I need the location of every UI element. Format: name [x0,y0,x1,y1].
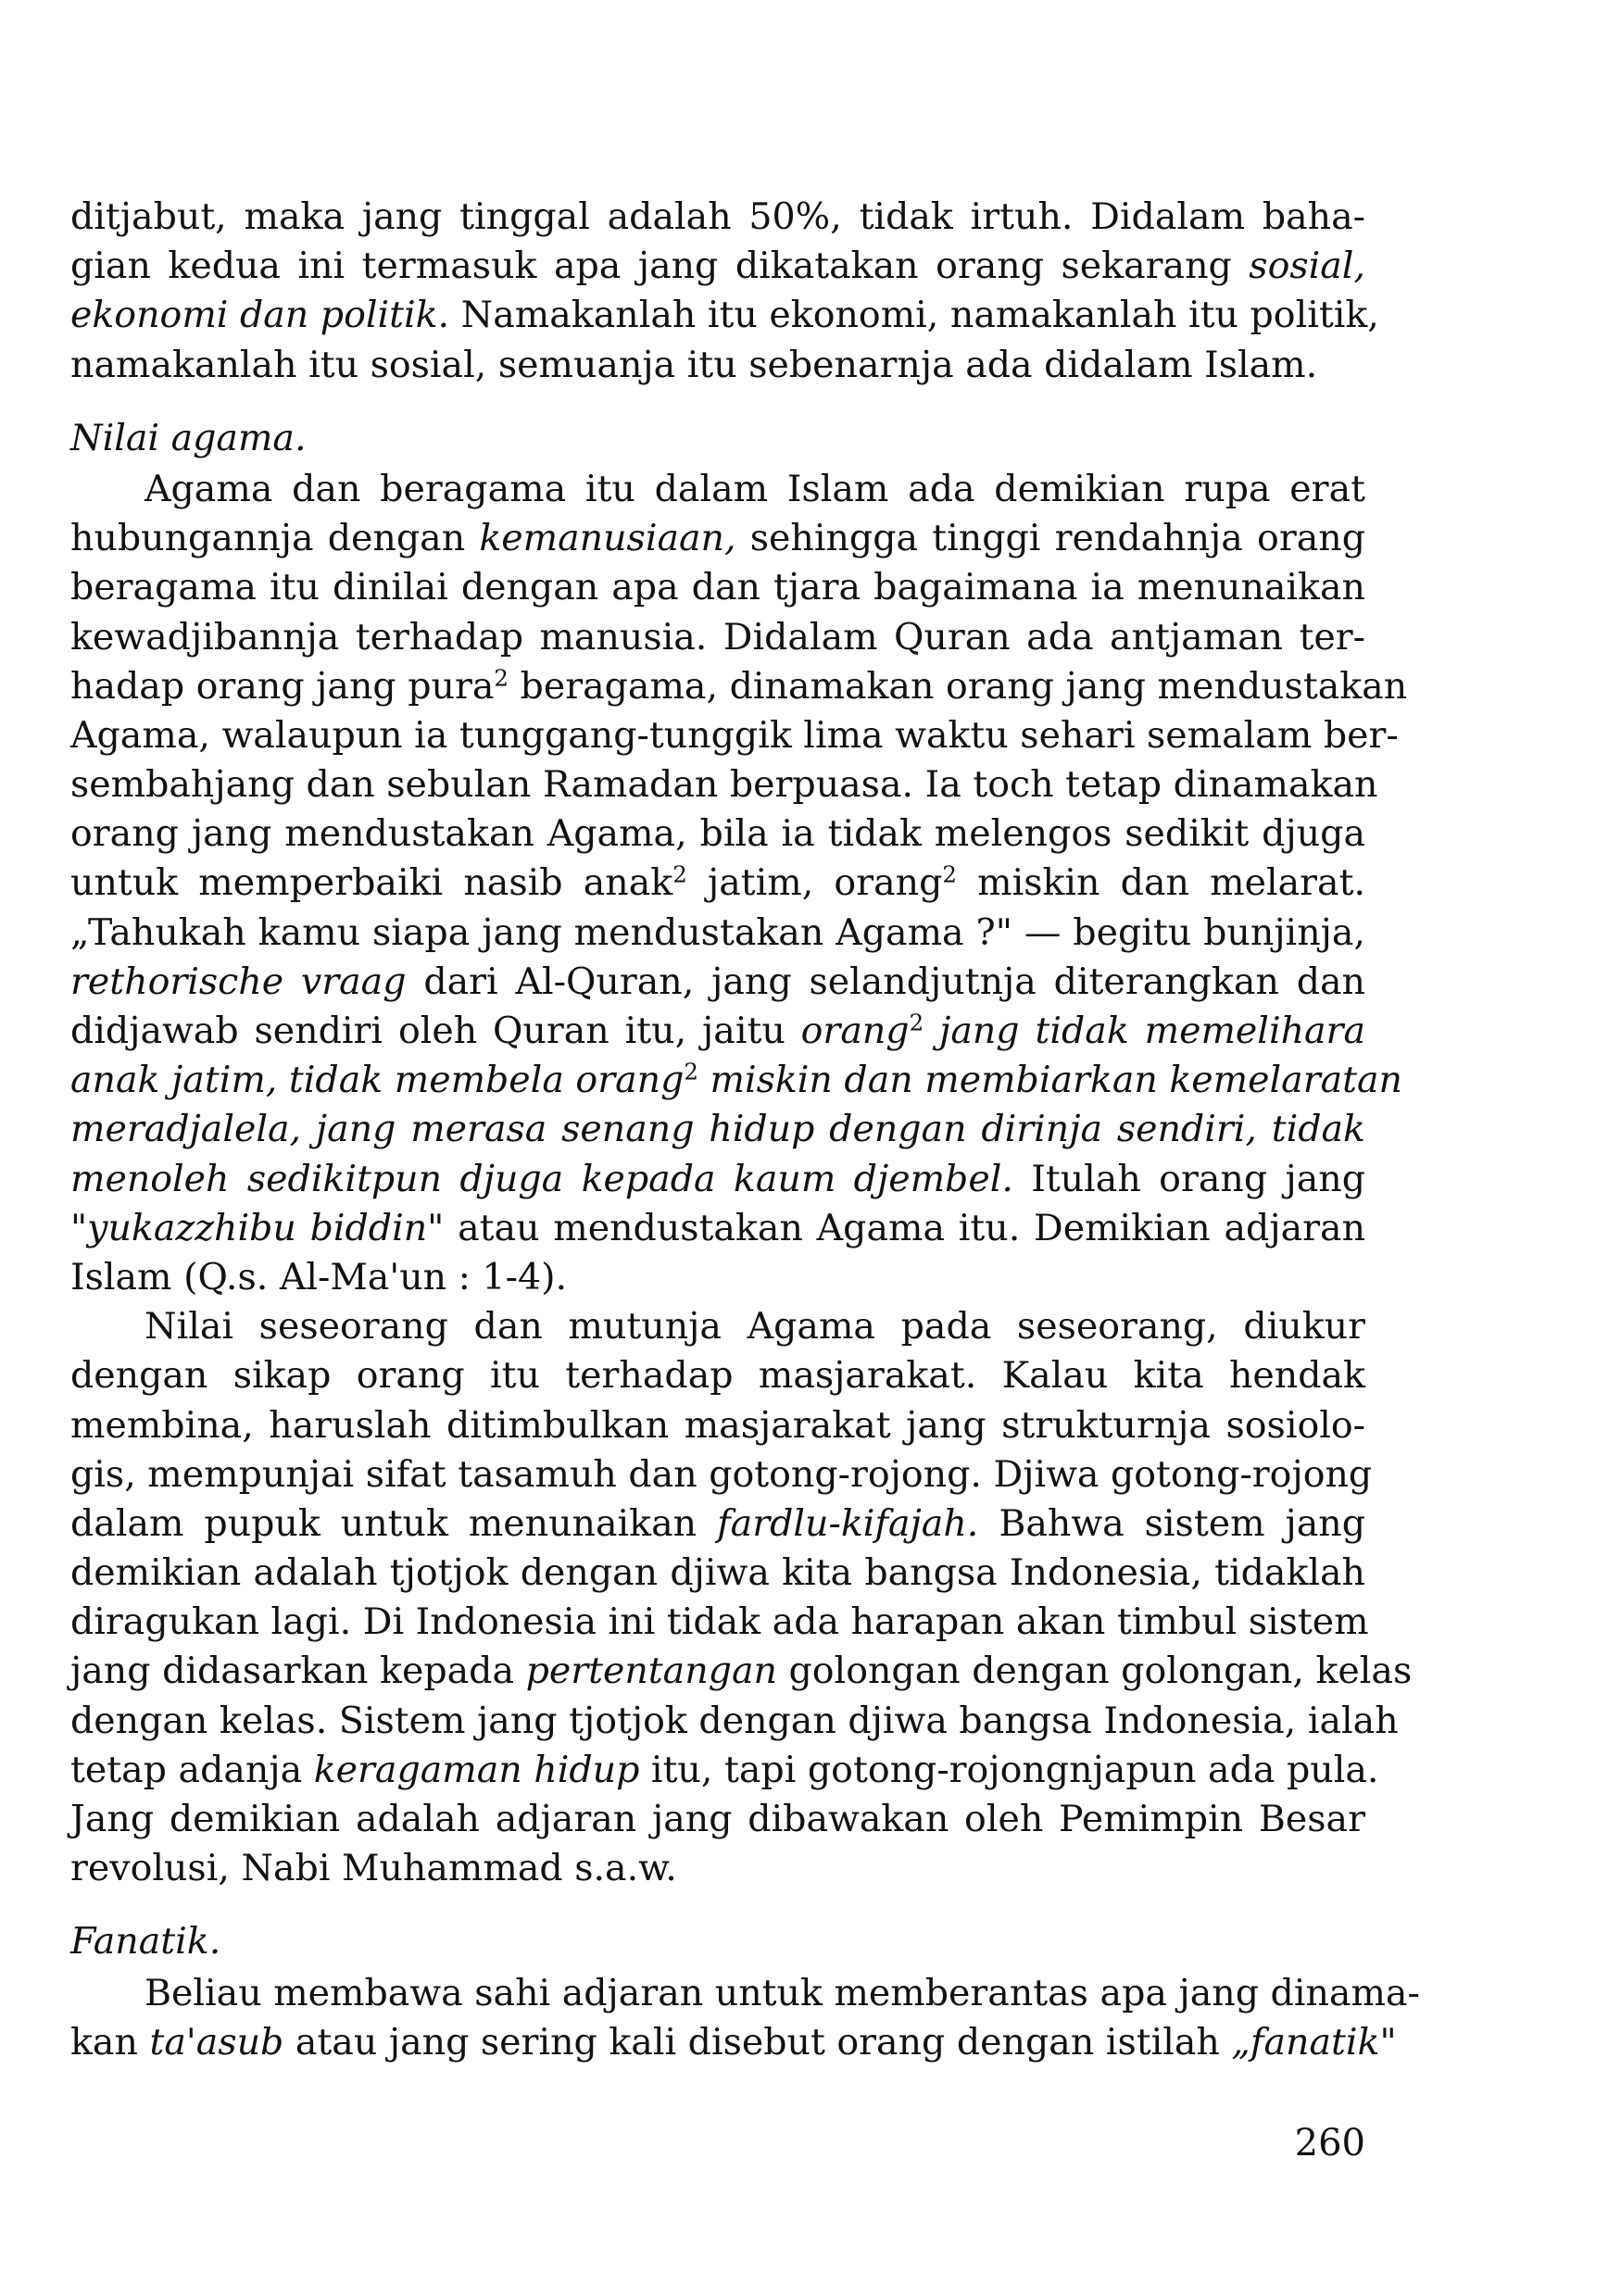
text-line [70,465,1365,514]
text-run: jang didasarkan kepada [70,1650,526,1693]
text-run: dengan sikap orang itu terhadap masjarakat. Kalau kita hendak [70,1354,1365,1398]
text-run: orang jang mendustakan Agama, bila ia tidak melengos sedikit djuga [70,812,1365,856]
text-line [70,1647,1413,1696]
text-run: membina, haruslah ditimbulkan masjarakat jang strukturnja sosiolo- [70,1403,1365,1447]
text-run: itu, tapi gotong-rojongnjapun ada pula. [639,1748,1379,1791]
text-run: Islam (Q.s. Al-Ma'un : 1-4). [70,1255,568,1299]
text-line [70,958,1365,1007]
text-line [70,760,1378,809]
superscript: 2 [942,860,957,888]
text-run: beragama itu dinilai dengan apa dan tjara bagaimana ia menunaikan [70,566,1365,609]
text-line [70,662,1408,711]
text-line [70,1844,1365,1893]
text-line [70,242,1365,291]
italic-text: kemanusiaan, [479,517,736,560]
italic-text: orang [800,1010,910,1052]
text-run: didjawab sendiri oleh Quran itu, jaitu [70,1010,801,1052]
text-line [70,1746,1379,1795]
text-run: dari Al-Quran, jang selandjutnja diterangkan dan [406,960,1365,1003]
text-line [70,1697,1399,1746]
text-run: Nilai seseorang dan mutunja Agama pada seseorang, diukur [145,1305,1365,1349]
text-run: tetap adanja [70,1748,314,1791]
text-run: " atau mendustakan Agama itu. Demikian adjaran [427,1206,1366,1249]
text-line [70,1450,1373,1499]
text-line [70,1007,1365,1056]
italic-text: sosial, [1249,245,1365,288]
text-run: demikian adalah tjotjok dengan djiwa kita bangsa Indonesia, tidaklah [70,1551,1365,1595]
text-line [70,1969,1420,2018]
text-line [70,291,1379,340]
text-run: kan [70,2020,150,2064]
text-run: " [1379,2020,1397,2064]
text-line [70,1549,1365,1598]
paragraph [70,193,1379,390]
superscript: 2 [494,664,509,692]
text-line [70,1105,1365,1154]
text-line [70,1351,1365,1400]
text-run: gian kedua ini termasuk apa jang dikatakan orang sekarang [70,245,1250,288]
italic-text: ta'asub [149,2020,284,2064]
italic-text: „fanatik [1231,2020,1380,2064]
italic-text: pertentangan [525,1650,777,1693]
superscript: 2 [672,860,687,888]
text-run: miskin dan melarat. [956,861,1365,905]
text-run: ditjabut, maka jang tinggal adalah 50%, tidak irtuh. Didalam baha- [70,195,1365,238]
text-run: atau jang sering kali disebut orang dengan istilah [283,2020,1232,2064]
italic-text: rethorische vraag [70,960,407,1003]
text-line [70,613,1365,662]
text-line [70,1795,1365,1844]
italic-text: menoleh sedikitpun djuga kepada kaum djembel. [70,1157,1013,1200]
text-line [70,341,1365,390]
text-run: kewadjibannja terhadap manusia. Didalam Quran ada antjaman ter- [70,615,1365,659]
italic-text: yukazzhibu biddin [87,1206,428,1249]
section-heading: Nilai agama. [70,416,307,459]
italic-text: jang tidak memelihara [924,1010,1365,1052]
text-line [70,859,1365,908]
text-line [70,563,1365,612]
text-line [70,809,1365,859]
text-run: revolusi, Nabi Muhammad s.a.w. [70,1847,677,1890]
italic-text: ekonomi dan politik. [70,294,450,337]
text-line [70,2018,1397,2067]
section-heading: Fanatik. [70,1920,221,1964]
text-run: sehingga tinggi rendahnja orang [735,517,1365,560]
text-run: Jang demikian adalah adjaran jang dibawakan oleh Pemimpin Besar [70,1798,1365,1840]
text-run: Agama, walaupun ia tunggang-tunggik lima waktu sehari semalam ber- [70,713,1399,757]
text-run: " [70,1206,88,1249]
paragraph [70,1969,1420,2067]
text-run: gis, mempunjai sifat tasamuh dan gotong-rojong. Djiwa gotong-rojong [70,1452,1373,1496]
text-line [70,1401,1365,1450]
text-run: dalam pupuk untuk menunaikan [70,1501,718,1545]
paragraph [70,1302,1413,1893]
text-line [70,193,1365,242]
text-run: „Tahukah kamu siapa jang mendustakan Agama ?" — begitu bunjinja, [70,910,1365,954]
italic-text: miskin dan membiarkan kemelaratan [697,1059,1402,1102]
superscript: 2 [684,1058,698,1085]
page-body [70,193,1420,2067]
text-line [70,1155,1365,1204]
text-line [70,1499,1365,1549]
text-run: Bahwa sistem jang [978,1501,1365,1545]
text-run: golongan dengan golongan, kelas [776,1650,1413,1693]
italic-text: fardlu-kifajah. [717,1501,979,1545]
text-run: Itulah orang jang [1012,1157,1365,1200]
text-line [70,1598,1369,1647]
text-line [70,909,1365,958]
italic-text: meradjalela, jang merasa senang hidup dengan dirinja sendiri, tidak [70,1108,1365,1151]
text-run: namakanlah itu sosial, semuanja itu sebenarnja ada didalam Islam. [70,343,1318,386]
text-line [70,711,1399,760]
text-line [70,1302,1365,1351]
text-run: dengan kelas. Sistem jang tjotjok dengan djiwa bangsa Indonesia, ialah [70,1699,1399,1742]
text-line [70,1204,1365,1253]
text-run: diragukan lagi. Di Indonesia ini tidak ada harapan akan timbul sistem [70,1600,1369,1644]
text-run: sembahjang dan sebulan Ramadan berpuasa. Ia toch tetap dinamakan [70,763,1378,807]
text-line [70,1253,1365,1302]
text-run: untuk memperbaiki nasib anak [70,861,673,905]
text-run: hubungannja dengan [70,517,480,560]
superscript: 2 [909,1009,924,1036]
italic-text: keragaman hidup [313,1748,640,1791]
text-run: beragama, dinamakan orang jang mendustakan [508,664,1408,708]
text-run: Agama dan beragama itu dalam Islam ada demikian rupa erat [145,467,1365,510]
paragraph [70,465,1408,1302]
text-line [70,1056,1402,1105]
italic-text: anak jatim, tidak membela orang [70,1059,685,1102]
page-number: 260 [1294,2122,1365,2164]
text-line [70,514,1365,563]
text-run: Namakanlah itu ekonomi, namakanlah itu politik, [449,294,1379,337]
text-run: jatim, orang [686,861,943,905]
text-run: hadap orang jang pura [70,664,495,708]
text-run: Beliau membawa sahi adjaran untuk memberantas apa jang dinama- [145,1971,1420,2014]
